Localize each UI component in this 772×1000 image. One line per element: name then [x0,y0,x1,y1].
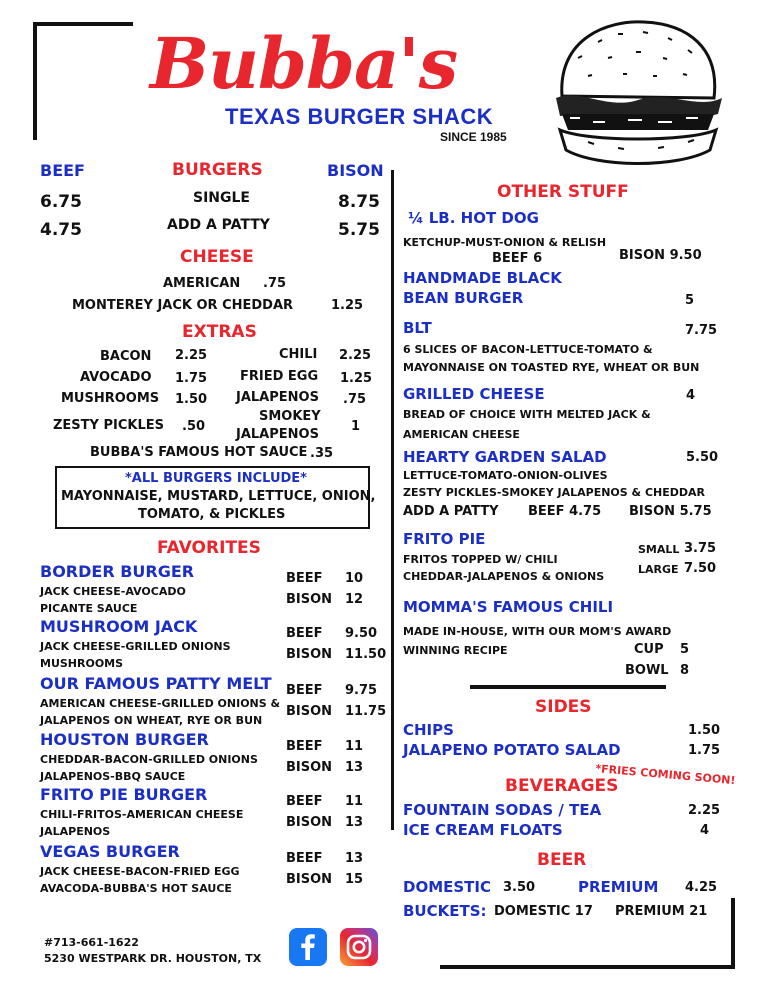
column-divider [391,170,394,830]
bev-soda-price: 2.25 [688,803,721,818]
chili-cup-price: 5 [680,642,690,657]
grilled-cheese-desc2: AMERICAN CHEESE [403,428,520,441]
burger-add-bison: 5.75 [338,220,380,240]
grilled-cheese-desc1: BREAD OF CHOICE WITH MELTED JACK & [403,408,651,421]
favorite-desc: JACK CHEESE-AVOCADO [40,585,186,598]
frito-pie-desc2: CHEDDAR-JALAPENOS & ONIONS [403,570,605,583]
extra-chili-name: CHILI [279,347,318,362]
favorite-beef-label: BEEF [286,851,323,866]
chili-desc1: MADE IN-HOUSE, WITH OUR MOM'S AWARD [403,625,672,638]
blt-name: BLT [403,319,432,337]
extras-title: EXTRAS [182,322,257,342]
hotdog-name: ¼ LB. HOT DOG [408,209,539,227]
burger-single-beef: 6.75 [40,192,82,212]
corner-bracket-bottom [440,965,735,969]
side-potato-price: 1.75 [688,743,721,758]
extra-egg-price: 1.25 [340,371,373,386]
buckets-label: BUCKETS: [403,902,487,920]
extra-mushrooms-price: 1.50 [175,392,208,407]
chili-desc2: WINNING RECIPE [403,644,508,657]
extra-pickles-name: ZESTY PICKLES [53,418,164,433]
cheese-american-price: .75 [263,276,287,291]
favorite-bison-label: BISON [286,760,333,775]
corner-bracket-right [731,898,735,969]
extra-smokey-price: 1 [351,419,361,434]
favorite-bison-price: 15 [345,872,364,887]
favorite-bison-price: 11.75 [345,704,387,719]
cheese-monterey-name: MONTEREY JACK OR CHEDDAR [72,298,294,313]
other-stuff-title: OTHER STUFF [497,182,629,202]
beverages-title: BEVERAGES [505,776,619,796]
frito-pie-name: FRITO PIE [403,530,486,548]
burger-add-name: ADD A PATTY [167,217,270,233]
burger-illustration [548,18,728,173]
cheese-american-name: AMERICAN [163,276,241,291]
includes-line2: TOMATO, & PICKLES [138,507,286,522]
favorite-bison-label: BISON [286,815,333,830]
favorite-bison-label: BISON [286,872,333,887]
favorite-bison-price: 13 [345,815,364,830]
favorite-desc: CHILI-FRITOS-AMERICAN CHEESE [40,808,244,821]
extra-bacon-name: BACON [100,349,152,364]
salad-add-beef: BEEF 4.75 [528,504,602,519]
beer-premium-label: PREMIUM [578,878,659,896]
chili-name: MOMMA'S FAMOUS CHILI [403,598,614,616]
favorite-bison-price: 13 [345,760,364,775]
salad-price: 5.50 [686,450,719,465]
favorite-desc: PICANTE SAUCE [40,602,138,615]
favorite-desc: JACK CHEESE-GRILLED ONIONS [40,640,231,653]
favorite-desc: JALAPENOS ON WHEAT, RYE OR BUN [40,714,263,727]
favorite-desc: JALAPENOS-BBQ SAUCE [40,770,186,783]
favorite-desc: JACK CHEESE-BACON-FRIED EGG [40,865,240,878]
hotdog-desc: KETCHUP-MUST-ONION & RELISH [403,236,607,249]
favorite-beef-price: 11 [345,739,364,754]
blt-desc2: MAYONNAISE ON TOASTED RYE, WHEAT OR BUN [403,361,700,374]
favorite-beef-price: 9.75 [345,683,378,698]
bev-soda-name: FOUNTAIN SODAS / TEA [403,801,602,819]
favorite-desc: AMERICAN CHEESE-GRILLED ONIONS & [40,697,281,710]
favorite-bison-label: BISON [286,704,333,719]
footer-phone: #713-661-1622 [44,936,139,949]
salad-add-bison: BISON 5.75 [629,504,712,519]
cheese-title: CHEESE [180,247,254,267]
corner-bracket-top [33,22,133,26]
chili-cup-label: CUP [634,642,664,657]
buckets-domestic: DOMESTIC 17 [494,904,593,919]
bean-burger-name2: BEAN BURGER [403,289,524,307]
favorite-beef-label: BEEF [286,794,323,809]
brand-logo: Bubba's [150,22,458,105]
beer-domestic-price: 3.50 [503,880,536,895]
favorite-bison-label: BISON [286,647,333,662]
favorite-beef-label: BEEF [286,571,323,586]
blt-price: 7.75 [685,323,718,338]
burger-single-bison: 8.75 [338,192,380,212]
extra-avocado-name: AVOCADO [80,370,152,385]
frito-small-price: 3.75 [684,541,717,556]
extra-mushrooms-name: MUSHROOMS [61,391,160,406]
extra-pickles-price: .50 [182,419,206,434]
favorite-desc: JALAPENOS [40,825,111,838]
frito-large-price: 7.50 [684,561,717,576]
favorite-beef-price: 10 [345,571,364,586]
favorite-name: OUR FAMOUS PATTY MELT [40,674,272,693]
burger-single-name: SINGLE [193,190,250,206]
footer-address[interactable]: 5230 WESTPARK DR. HOUSTON, TX [44,952,262,965]
favorite-beef-price: 13 [345,851,364,866]
side-chips-price: 1.50 [688,723,721,738]
includes-title: *ALL BURGERS INCLUDE* [125,471,307,486]
favorite-beef-price: 9.50 [345,626,378,641]
instagram-icon[interactable] [340,928,378,966]
favorite-name: MUSHROOM JACK [40,617,198,636]
extra-bacon-price: 2.25 [175,348,208,363]
favorite-desc: MUSHROOMS [40,657,124,670]
beer-domestic-label: DOMESTIC [403,878,492,896]
chili-bowl-label: BOWL [625,663,669,678]
favorite-bison-label: BISON [286,592,333,607]
burgers-title: BURGERS [172,160,263,180]
favorite-desc: AVACODA-BUBBA'S HOT SAUCE [40,882,232,895]
bev-float-name: ICE CREAM FLOATS [403,821,563,839]
hotdog-bison: BISON 9.50 [619,248,702,263]
salad-desc1: LETTUCE-TOMATO-ONION-OLIVES [403,469,608,482]
favorite-beef-label: BEEF [286,739,323,754]
extra-avocado-price: 1.75 [175,371,208,386]
hot-sauce-price: .35 [310,446,334,461]
salad-desc2: ZESTY PICKLES-SMOKEY JALAPENOS & CHEDDAR [403,486,706,499]
extra-chili-price: 2.25 [339,348,372,363]
hotdog-beef: BEEF 6 [492,251,543,266]
bev-float-price: 4 [700,823,710,838]
favorite-beef-label: BEEF [286,626,323,641]
frito-small-label: SMALL [638,543,680,556]
extra-smokey-name: SMOKEY [259,409,321,424]
side-potato-name: JALAPENO POTATO SALAD [403,741,621,759]
bean-burger-name1: HANDMADE BLACK [403,269,562,287]
favorite-name: HOUSTON BURGER [40,730,209,749]
grilled-cheese-price: 4 [686,388,696,403]
favorite-name: FRITO PIE BURGER [40,785,208,804]
burger-add-beef: 4.75 [40,220,82,240]
frito-large-label: LARGE [638,563,679,576]
salad-add-patty: ADD A PATTY [403,504,499,519]
favorite-name: BORDER BURGER [40,562,195,581]
burgers-beef-label: BEEF [40,161,85,180]
favorites-title: FAVORITES [157,538,261,558]
blt-desc1: 6 SLICES OF BACON-LETTUCE-TOMATO & [403,343,653,356]
includes-line1: MAYONNAISE, MUSTARD, LETTUCE, ONION, [61,489,376,504]
extra-jalapenos-price: .75 [343,392,367,407]
favorite-bison-price: 11.50 [345,647,387,662]
corner-bracket-left [33,22,37,140]
since: SINCE 1985 [440,130,507,144]
favorite-desc: CHEDDAR-BACON-GRILLED ONIONS [40,753,258,766]
buckets-premium: PREMIUM 21 [615,904,708,919]
favorite-name: VEGAS BURGER [40,842,180,861]
extra-jalapenos-name: JALAPENOS [236,390,319,405]
sides-divider [470,685,666,689]
hot-sauce-name: BUBBA'S FAMOUS HOT SAUCE [90,445,308,460]
sides-title: SIDES [535,697,592,717]
salad-name: HEARTY GARDEN SALAD [403,448,607,466]
burgers-bison-label: BISON [327,161,384,180]
extra-egg-name: FRIED EGG [240,369,319,384]
grilled-cheese-name: GRILLED CHEESE [403,385,545,403]
chili-bowl-price: 8 [680,663,690,678]
facebook-icon[interactable] [289,928,327,966]
subtitle: TEXAS BURGER SHACK [225,104,494,129]
bean-burger-price: 5 [685,293,695,308]
fries-note: *FRIES COMING SOON! [594,762,736,788]
beer-premium-price: 4.25 [685,880,718,895]
cheese-monterey-price: 1.25 [331,298,364,313]
extra-smokey-name2: JALAPENOS [236,427,319,442]
frito-pie-desc1: FRITOS TOPPED W/ CHILI [403,553,558,566]
favorite-beef-price: 11 [345,794,364,809]
favorite-bison-price: 12 [345,592,364,607]
side-chips-name: CHIPS [403,721,454,739]
beer-title: BEER [537,850,587,870]
favorite-beef-label: BEEF [286,683,323,698]
